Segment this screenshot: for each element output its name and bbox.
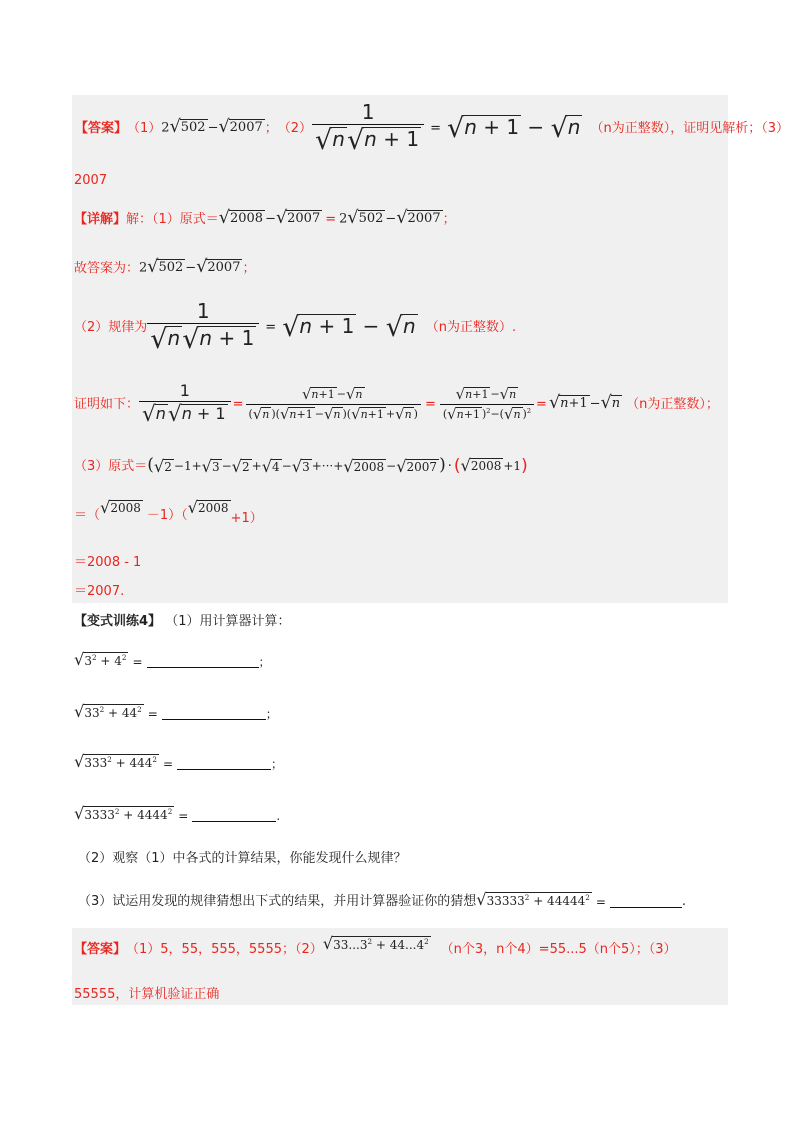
detail-p3-expr: ( √ 2 −1+ √ 3 − √ 2 + √ 4 − √ 3 +···+ √ 2008 − √ 2007 ) [147,455,446,476]
row2-root: √ $33^2 + 44^2$ [74,701,142,721]
detail-p3-mid: · [447,458,452,474]
answer-label: 【答案】 [75,120,128,136]
detail-end-1: ； [442,211,456,227]
answer1-line [75,100,789,156]
answer1-p2: （2） [277,120,313,136]
row2-blank [162,718,266,720]
detail-line-2 [74,256,255,280]
row4-eq: = [178,809,189,823]
detail-label: 【详解】 [74,211,127,227]
detail-p2-pre: （2）规律为 [74,319,148,335]
detail-p2-eq: = [265,319,277,335]
q3-eq: = [595,895,606,909]
detail-l3: ＝2007. [74,584,125,599]
proof-eq-3: = [536,396,547,412]
row4-root: √ $3333^2 + 4444^2$ [74,803,173,823]
exercise-intro: （1）用计算器计算： [165,614,291,629]
q3-blank [610,906,682,908]
detail-p3-pre: （3）原式＝ [74,458,148,474]
proof-frac-3: √ n+1 − √ n ( √ n+1 )$^2$−( √ n )$^2$ [440,387,534,422]
answer2-note: （n个3，n个4）=55...5（n个5）；（3） [440,941,677,957]
detail-proof-pre: 证明如下： [74,396,140,412]
row4-end: . [276,809,281,823]
exercise-row-1 [74,646,271,668]
detail-so: 故答案为： [74,260,140,276]
detail-p2-rhs: √ n + 1 − √ n [282,311,416,343]
detail-p2-note: （n为正整数）. [425,319,517,335]
row4-blank [192,820,276,822]
answer1-note: （n为正整数），证明见解析；（3） [590,120,789,136]
proof-eq-2: = [424,396,436,412]
detail-l1-root-2: √ 2008 [187,497,229,517]
detail-p3-root: √ 2008 [460,455,502,475]
exercise-q3: （3）试运用发现的规律猜想出下式的结果，并用计算器验证你的猜想 [78,894,477,909]
row3-blank [177,768,271,770]
proof-rhs: √ n+1 − √ n [548,393,621,414]
detail-p3-open: ( [453,455,461,476]
proof-frac-1: 1 √ n √ n + 1 [139,383,231,426]
detail-proof-note: （n为正整数）； [626,396,719,412]
answer1-sep: ； [264,120,278,136]
q3-root: √ $33333^2 + 44444^2$ [476,889,590,909]
row3-eq: = [162,757,174,771]
detail-so-expr: 2 √ 502 − √ 2007 [139,257,241,278]
detail-expr-2: 2 √ 502 − √ 2007 [339,208,441,229]
detail-intro: 解：（1）原式＝ [126,211,219,227]
detail-l2: ＝2008 ‐ 1 [74,555,142,570]
row1-root: √ $3^2 + 4^2$ [74,649,127,669]
proof-frac-2: √ n+1 − √ n ( √ n )( √ n+1 − √ n )( √ n+1 + √ n ) [246,387,421,422]
detail-proof-line [74,378,719,430]
detail-line-4 [74,452,528,480]
q3-end: . [681,894,687,909]
row1-blank [147,666,259,668]
detail-so-end: ； [242,260,256,276]
answer1-expr: 2 √ 502 − √ 2007 [161,117,263,138]
exercise-q2: （2）观察（1）中各式的计算结果，你能发现什么规律？ [78,851,407,866]
answer2-p1: （1）5，55，555，5555；（2） [126,941,323,957]
row3-end: ； [271,757,284,771]
detail-line-3 [74,299,517,355]
row3-root: √ $333^2 + 444^2$ [74,751,157,771]
detail-p2-fraction: 1 √ n √ n + 1 [147,301,259,353]
row1-end: ； [258,655,271,669]
answer2-root: √ $33...3^2 + 44...4^2$ [322,933,429,953]
detail-p3-close: ) [521,455,528,476]
detail-eq-1: = [325,211,337,227]
exercise-row-2 [74,698,278,720]
row2-end: ； [265,707,278,721]
answer1-fraction: 1 √ n √ n + 1 [312,102,424,154]
answer1-rhs: √ n + 1 − √ n [446,112,581,144]
exercise-q3-line [78,880,686,908]
answer2-label: 【答案】 [74,941,127,957]
row1-eq: = [132,655,143,669]
exercise-intro-line [74,615,290,628]
exercise-row-3 [74,748,283,770]
answer1-p1: （1） [127,120,162,136]
detail-line-1 [74,205,456,233]
answer1-cont: 2007 [74,173,108,188]
detail-l1-tail: +1） [230,510,263,526]
exercise-row-4 [74,800,280,822]
detail-l1-root-1: √ 2008 [100,497,141,517]
detail-p3-tail: +1 [503,459,522,473]
detail-expr-1: √ 2008 − √ 2007 [218,208,321,229]
proof-eq-1: = [232,396,244,412]
answer1-eq: = [430,120,441,136]
detail-l1-mid: －1）（ [146,507,188,523]
answer2-cont: 55555，计算机验证正确 [74,987,220,1002]
variation-label: 【变式训练4】 [74,614,162,629]
detail-l1-pre: ＝（ [74,507,101,523]
row2-eq: = [147,707,158,721]
detail-line-5 [74,497,263,528]
answer2-line [74,934,677,964]
